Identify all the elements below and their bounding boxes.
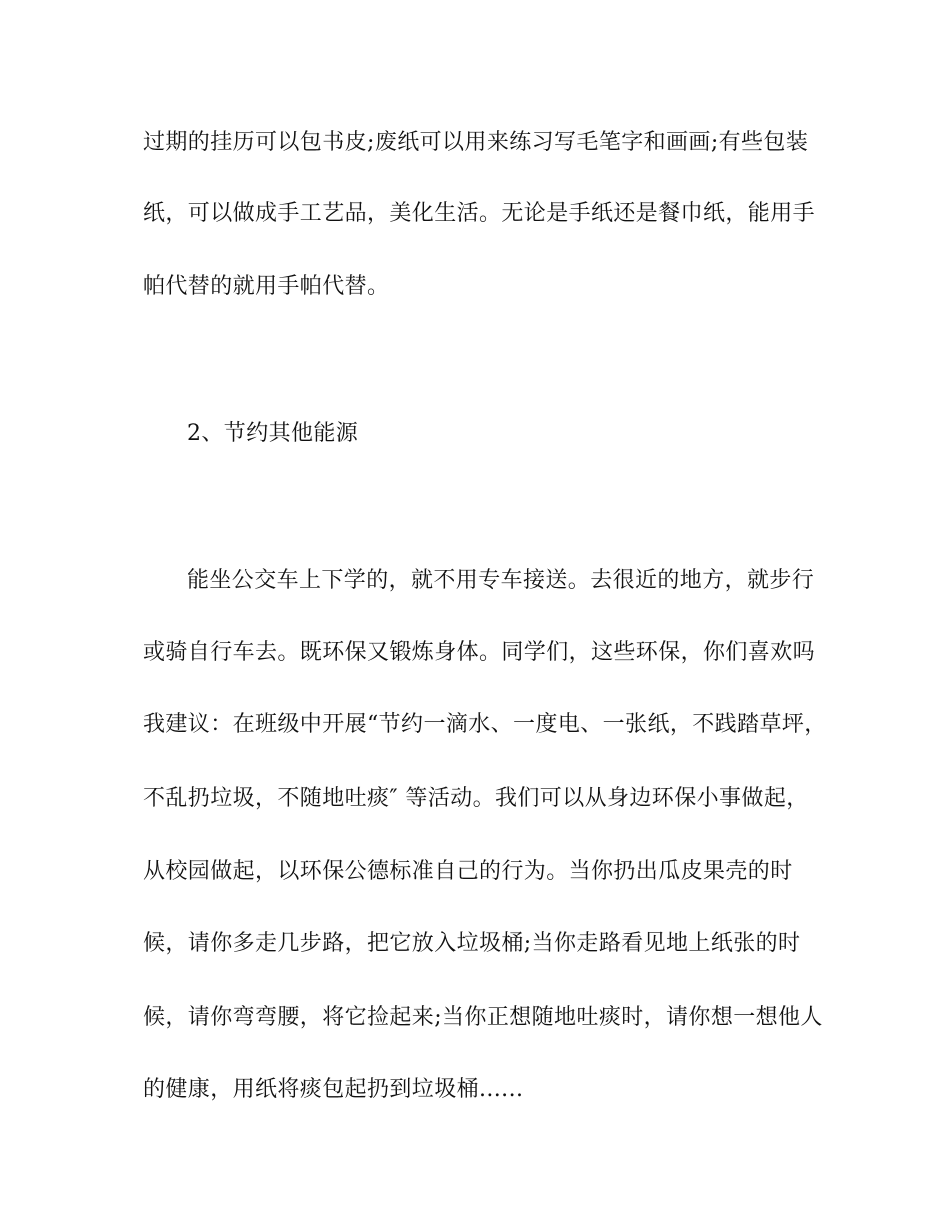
paragraph-1-line-3: 帕代替的就用手帕代替。 (143, 274, 390, 299)
paragraph-2-line-8: 的健康，用纸将痰包起扔到垃圾桶...... (143, 1077, 524, 1102)
paragraph-2-line-6: 候，请你多走几步路，把它放入垃圾桶;当你走路看见地上纸张的时 (143, 931, 801, 956)
paragraph-1-line-1: 过期的挂历可以包书皮;废纸可以用来练习写毛笔字和画画;有些包装 (143, 130, 809, 155)
paragraph-2-line-7: 候，请你弯弯腰，将它捡起来;当你正想随地吐痰时，请你想一想他人 (143, 1005, 823, 1030)
paragraph-2-line-1: 能坐公交车上下学的，就不用专车接送。去很近的地方，就步行 (187, 568, 815, 593)
section-heading: 2、节约其他能源 (187, 421, 359, 446)
paragraph-2-line-5: 从校园做起，以环保公德标准自己的行为。当你扔出瓜皮果壳的时 (143, 859, 793, 884)
paragraph-1-line-2: 纸，可以做成手工艺品，美化生活。无论是手纸还是餐巾纸，能用手 (143, 201, 816, 226)
paragraph-2-line-4: 不乱扔垃圾，不随地吐痰″ 等活动。我们可以从身边环保小事做起， (143, 786, 809, 811)
paragraph-2-line-3: 我建议：在班级中开展“节约一滴水、一度电、一张纸，不践踏草坪， (143, 712, 827, 737)
paragraph-2-line-2: 或骑自行车去。既环保又锻炼身体。同学们，这些环保，你们喜欢吗 (143, 640, 816, 665)
